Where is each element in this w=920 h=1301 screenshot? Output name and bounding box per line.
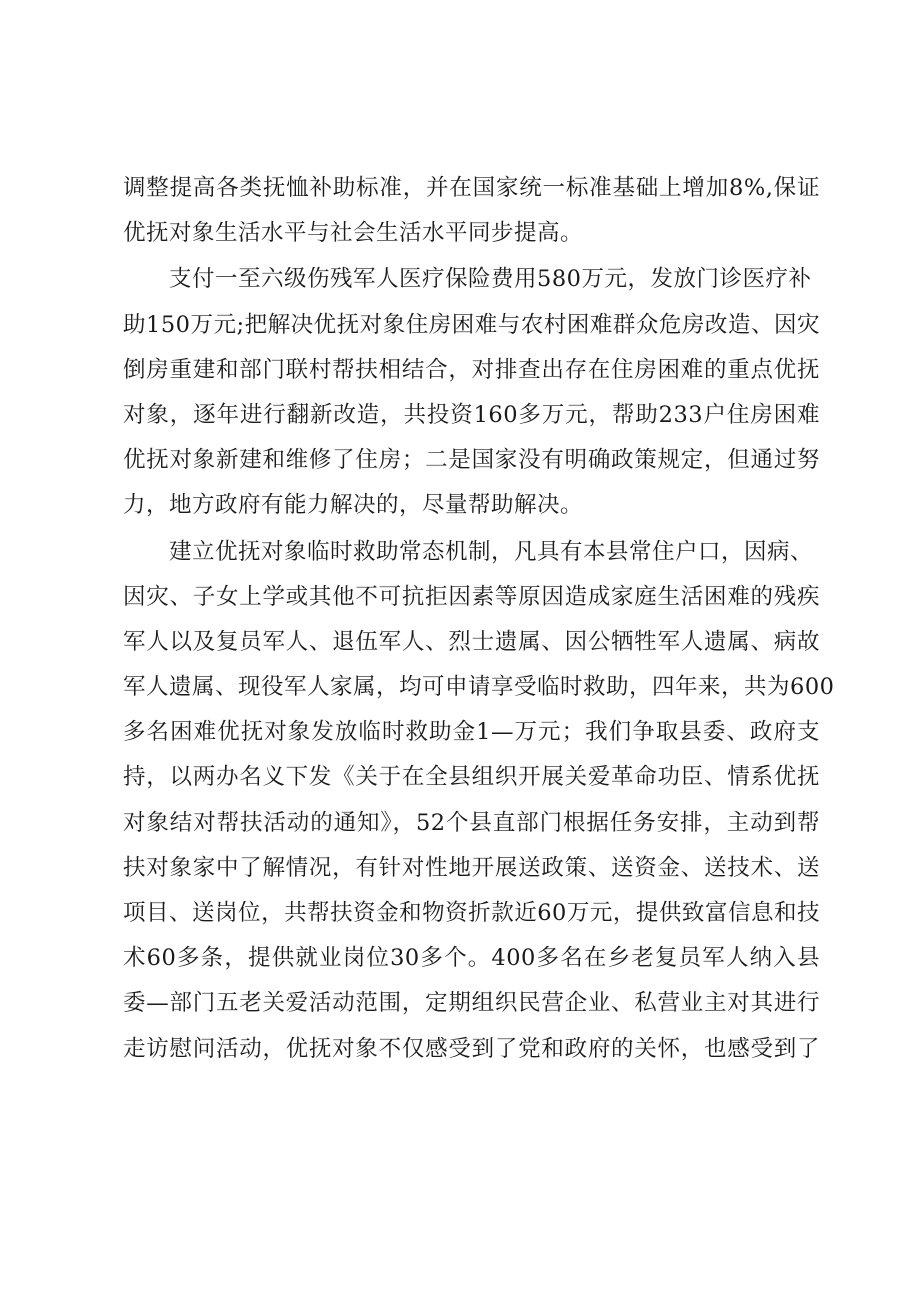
paragraph-3-line-6: 持，以两办名义下发《关于在全县组织开展关爱革命功臣、情系优抚 [123, 764, 820, 791]
paragraph-3-line-12: 走访慰问活动，优抚对象不仅感受到了党和政府的关怀，也感受到了 [123, 1035, 820, 1062]
paragraph-3-line-5: 多名困难优抚对象发放临时救助金1—万元；我们争取县委、政府支 [123, 719, 820, 746]
paragraph-3-line-4: 军人遗属、现役军人家属，均可申请享受临时救助，四年来，共为600 [123, 674, 835, 701]
paragraph-1-line-2: 优抚对象生活水平与社会生活水平同步提高。 [123, 220, 584, 247]
paragraph-3-line-2: 因灾、子女上学或其他不可抗拒因素等原因造成家庭生活困难的残疾 [123, 583, 820, 610]
paragraph-2-line-3: 倒房重建和部门联村帮扶相结合，对排查出存在住房困难的重点优抚 [123, 356, 820, 383]
paragraph-2-line-1: 支付一至六级伤残军人医疗保险费用580万元，发放门诊医疗补 [169, 266, 812, 293]
paragraph-3-line-9: 项目、送岗位，共帮扶资金和物资折款近60万元，提供致富信息和技 [123, 900, 820, 926]
paragraph-3-line-10: 术60多条，提供就业岗位30多个。400多名在乡老复员军人纳入县 [123, 945, 820, 972]
paragraph-3-line-3: 军人以及复员军人、退伍军人、烈士遗属、因公牺牲军人遗属、病故 [123, 628, 820, 655]
paragraph-3-line-8: 扶对象家中了解情况，有针对性地开展送政策、送资金、送技术、送 [123, 854, 820, 881]
paragraph-3-line-7: 对象结对帮扶活动的通知》，52个县直部门根据任务安排，主动到帮 [123, 809, 820, 836]
paragraph-2-line-4: 对象，逐年进行翻新改造，共投资160多万元，帮助233户住房困难 [123, 401, 820, 428]
paragraph-2-line-6: 力，地方政府有能力解决的，尽量帮助解决。 [123, 492, 584, 519]
paragraph-3-line-11: 委—部门五老关爱活动范围，定期组织民营企业、私营业主对其进行 [123, 990, 820, 1017]
paragraph-2-line-5: 优抚对象新建和维修了住房；二是国家没有明确政策规定，但通过努 [123, 447, 820, 474]
paragraph-1-line-1: 调整提高各类抚恤补助标准，并在国家统一标准基础上增加8%,保证 [123, 175, 820, 201]
document-body [123, 166, 835, 1072]
paragraph-3-line-1: 建立优抚对象临时救助常态机制，凡具有本县常住户口，因病、 [169, 538, 814, 565]
paragraph-2-line-2: 助150万元;把解决优抚对象住房困难与农村困难群众危房改造、因灾 [123, 311, 820, 338]
